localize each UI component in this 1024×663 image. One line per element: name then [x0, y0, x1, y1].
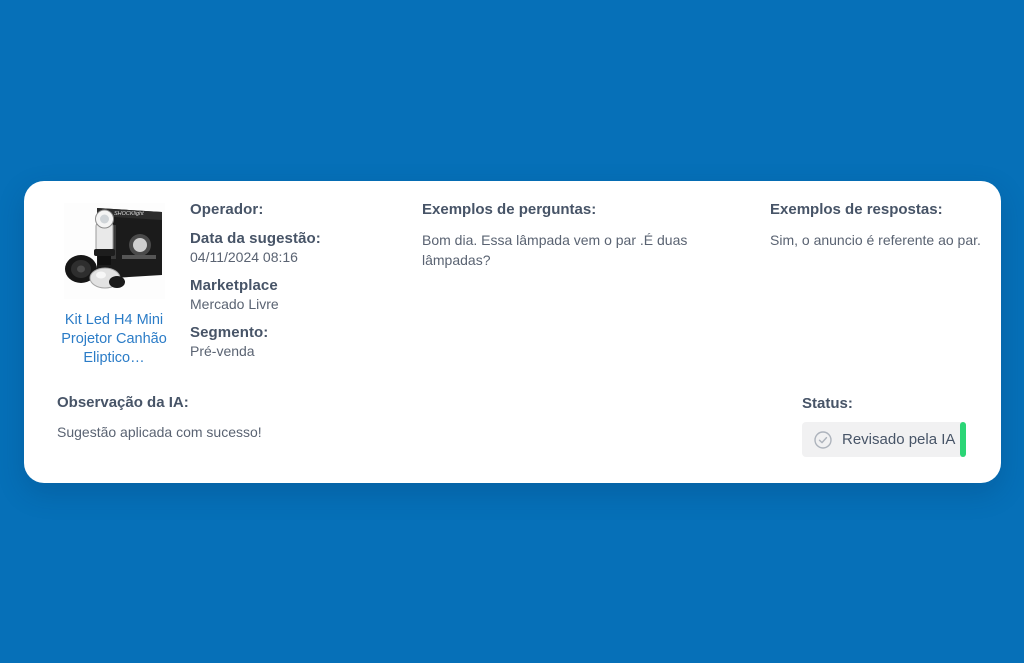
segment-value: Pré-venda — [190, 343, 255, 359]
questions-title: Exemplos de perguntas: — [422, 201, 597, 218]
suggestion-date-value: 04/11/2024 08:16 — [190, 249, 298, 265]
check-circle-icon — [814, 431, 832, 449]
ai-observation-title: Observação da IA: — [57, 394, 189, 411]
status-badge-label: Revisado pela IA — [842, 430, 956, 448]
ai-observation-section — [57, 394, 577, 442]
answers-section — [770, 201, 1000, 250]
segment-label: Segmento: — [190, 324, 269, 341]
answers-title: Exemplos de respostas: — [770, 201, 943, 218]
suggestion-date-label: Data da sugestão: — [190, 230, 321, 247]
suggestion-date-field — [190, 230, 400, 266]
operator-label: Operador: — [190, 201, 264, 218]
segment-field — [190, 324, 400, 360]
status-accent-bar — [960, 422, 966, 457]
svg-text:SHOCKlight: SHOCKlight — [113, 211, 144, 217]
status-badge[interactable] — [802, 422, 966, 457]
product-title-link[interactable]: Kit Led H4 Mini Projetor Canhão Eliptico… — [61, 312, 167, 366]
answers-text: Sim, o anuncio é referente ao par. — [770, 232, 981, 248]
status-title: Status: — [802, 395, 853, 412]
marketplace-field — [190, 277, 400, 313]
product-image[interactable] — [64, 203, 165, 299]
marketplace-label: Marketplace — [190, 277, 278, 294]
ai-observation-text: Sugestão aplicada com sucesso! — [57, 424, 262, 440]
suggestion-card — [24, 181, 1001, 483]
marketplace-value: Mercado Livre — [190, 296, 279, 312]
product-column — [44, 203, 184, 368]
info-column — [190, 201, 400, 371]
questions-text: Bom dia. Essa lâmpada vem o par .É duas lâmpadas? — [422, 232, 688, 268]
operator-field — [190, 201, 400, 219]
questions-section — [422, 201, 712, 270]
status-section — [802, 395, 972, 457]
